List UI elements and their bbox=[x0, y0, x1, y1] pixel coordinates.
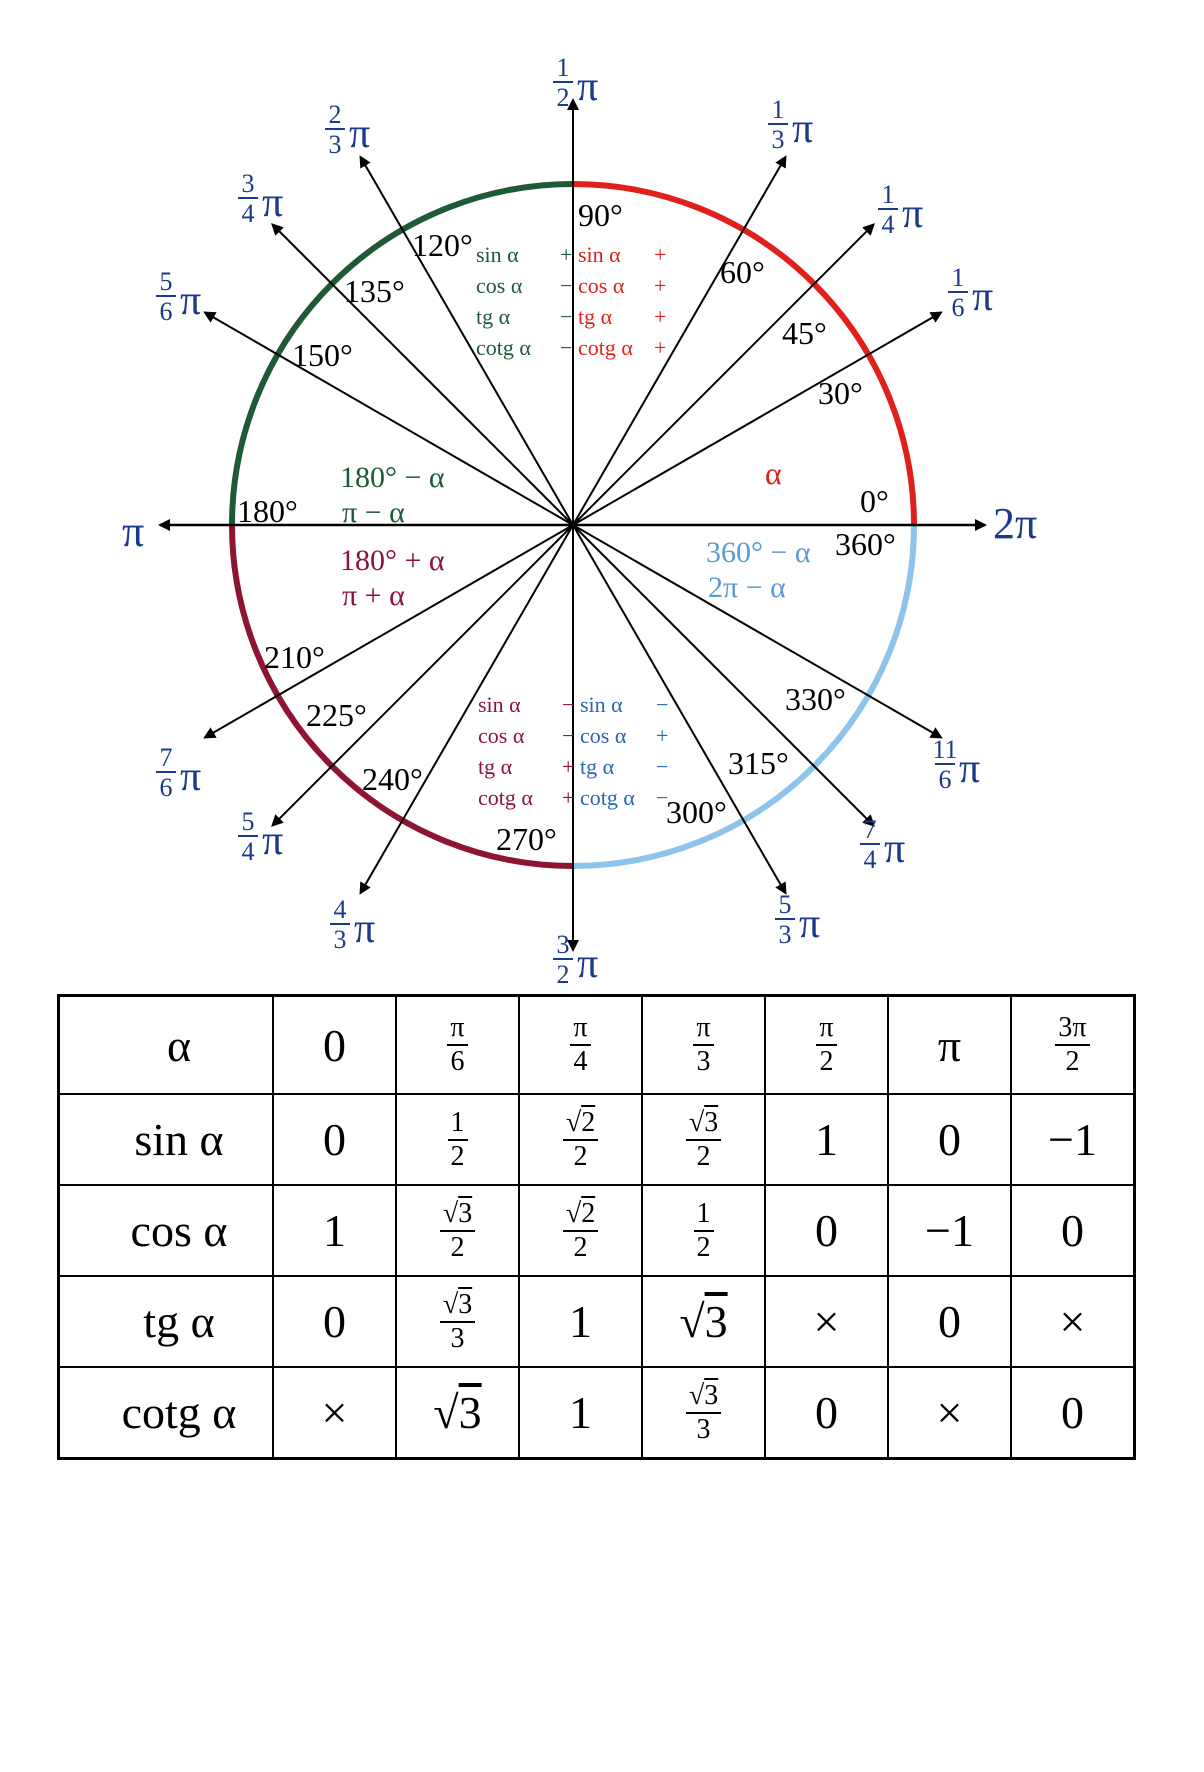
trig-values-table bbox=[57, 994, 1136, 1460]
table-row bbox=[59, 1185, 1135, 1276]
sign-q1-fn-1: cos α bbox=[578, 273, 625, 298]
cell-value: 1 bbox=[569, 1296, 592, 1347]
table-cell bbox=[888, 1185, 1011, 1276]
radian-denominator-300: 3 bbox=[778, 920, 792, 949]
sqrt-radicand: 2 bbox=[581, 1106, 596, 1138]
radian-numerator-60: 1 bbox=[771, 95, 785, 124]
fraction bbox=[686, 1106, 721, 1172]
radian-numerator-45: 1 bbox=[881, 180, 895, 209]
fraction-denominator: 3 bbox=[450, 1322, 465, 1354]
sqrt-sign: √ bbox=[442, 1197, 459, 1229]
sign-q1-fn-3: cotg α bbox=[578, 335, 633, 360]
radian-pi-315: π bbox=[884, 826, 906, 872]
table-header-cell bbox=[765, 996, 888, 1095]
radian-numerator-315: 7 bbox=[863, 815, 877, 844]
sqrt-radicand: 3 bbox=[704, 1296, 728, 1347]
sign-q2-sign-2: − bbox=[560, 304, 573, 329]
degree-label-60: 60° bbox=[720, 254, 765, 290]
sign-q3-fn-3: cotg α bbox=[478, 785, 533, 810]
radian-pi-225: π bbox=[262, 818, 284, 864]
sqrt-radicand: 3 bbox=[458, 1387, 482, 1438]
radian-numerator-270: 3 bbox=[556, 930, 570, 959]
fraction-numerator: 1 bbox=[694, 1200, 714, 1232]
radian-denominator-270: 2 bbox=[556, 960, 570, 989]
quadrant-4-formula-rad: 2π − α bbox=[708, 571, 786, 604]
sign-q2-fn-1: cos α bbox=[476, 273, 523, 298]
radian-pi-30: π bbox=[972, 274, 994, 320]
radian-denominator-30: 6 bbox=[951, 293, 965, 322]
sign-q2-fn-3: cotg α bbox=[476, 335, 531, 360]
table-row bbox=[59, 1094, 1135, 1185]
sign-q3-sign-3: + bbox=[562, 785, 575, 810]
table-cell bbox=[273, 1276, 396, 1367]
table-header-cell bbox=[1011, 996, 1135, 1095]
radian-pi-330: π bbox=[959, 746, 981, 792]
fraction-numerator: 1 bbox=[448, 1109, 468, 1141]
fraction-denominator: 3 bbox=[696, 1413, 711, 1445]
fraction-denominator: 2 bbox=[819, 1046, 834, 1077]
fraction-numerator: 3π bbox=[1055, 1014, 1089, 1046]
sign-q3-fn-0: sin α bbox=[478, 692, 521, 717]
table-row-label: cos α bbox=[59, 1185, 274, 1276]
sqrt-radicand: 3 bbox=[458, 1288, 473, 1320]
table-cell bbox=[642, 1094, 765, 1185]
radian-numerator-120: 2 bbox=[328, 100, 342, 129]
sqrt-radicand: 3 bbox=[704, 1379, 719, 1411]
table-header-cell bbox=[519, 996, 642, 1095]
cell-value: 0 bbox=[323, 1019, 346, 1071]
table-cell bbox=[765, 1367, 888, 1459]
fraction-numerator bbox=[440, 1288, 475, 1323]
table-header-row bbox=[59, 996, 1135, 1095]
table-row-label: sin α bbox=[59, 1094, 274, 1185]
table-row-label: tg α bbox=[59, 1276, 274, 1367]
fraction bbox=[1055, 1014, 1089, 1076]
quadrant-3-formula-rad: π + α bbox=[342, 579, 405, 612]
cell-value: −1 bbox=[925, 1205, 974, 1256]
fraction-numerator bbox=[686, 1379, 721, 1414]
sign-q4-fn-1: cos α bbox=[580, 723, 627, 748]
cell-value: 0 bbox=[938, 1296, 961, 1347]
fraction-denominator: 2 bbox=[696, 1231, 711, 1263]
radian-numerator-135: 3 bbox=[241, 169, 255, 198]
radian-denominator-120: 3 bbox=[328, 130, 342, 159]
fraction-denominator: 4 bbox=[573, 1046, 588, 1077]
table-cell bbox=[1011, 1276, 1135, 1367]
fraction-numerator: π bbox=[816, 1014, 836, 1046]
sign-q4-fn-0: sin α bbox=[580, 692, 623, 717]
radian-denominator-240: 3 bbox=[333, 925, 347, 954]
radian-denominator-150: 6 bbox=[159, 297, 173, 326]
table-cell bbox=[642, 1367, 765, 1459]
cell-value: 0 bbox=[938, 1114, 961, 1165]
degree-label-225: 225° bbox=[306, 697, 367, 733]
table-cell bbox=[765, 1276, 888, 1367]
fraction-numerator bbox=[563, 1106, 598, 1141]
sqrt-sign: √ bbox=[688, 1106, 705, 1138]
table-cell bbox=[519, 1094, 642, 1185]
sign-q4-sign-2: − bbox=[656, 754, 669, 779]
quadrant-3-formula-deg: 180° + α bbox=[340, 544, 445, 577]
sqrt-radicand: 2 bbox=[581, 1197, 596, 1229]
sign-q2-sign-0: + bbox=[560, 242, 573, 267]
sqrt-sign: √ bbox=[442, 1288, 459, 1320]
fraction-denominator: 2 bbox=[573, 1231, 588, 1263]
cell-value: 1 bbox=[569, 1387, 592, 1438]
cell-value: −1 bbox=[1048, 1114, 1097, 1165]
radian-denominator-225: 4 bbox=[241, 837, 255, 866]
radian-pi-45: π bbox=[902, 191, 924, 237]
sign-q1-fn-0: sin α bbox=[578, 242, 621, 267]
radian-pi-270: π bbox=[577, 941, 599, 987]
fraction-denominator: 3 bbox=[696, 1046, 711, 1077]
table-cell bbox=[888, 1367, 1011, 1459]
sqrt-radicand: 3 bbox=[458, 1197, 473, 1229]
table-cell bbox=[765, 1094, 888, 1185]
cell-value: 0 bbox=[1061, 1205, 1084, 1256]
fraction bbox=[440, 1288, 475, 1354]
cell-value: π bbox=[937, 1019, 962, 1071]
fraction bbox=[570, 1014, 590, 1076]
radian-pi-210: π bbox=[180, 754, 202, 800]
degree-label-135: 135° bbox=[344, 273, 405, 309]
sqrt-radicand: 3 bbox=[704, 1106, 719, 1138]
radian-denominator-330: 6 bbox=[938, 765, 952, 794]
axis-label-2pi: 2π bbox=[993, 499, 1038, 548]
cell-value: 0 bbox=[323, 1296, 346, 1347]
radian-pi-135: π bbox=[262, 180, 284, 226]
degree-label-45: 45° bbox=[782, 315, 827, 351]
sign-q2-sign-1: − bbox=[560, 273, 573, 298]
table-header-cell bbox=[273, 996, 396, 1095]
table-cell bbox=[888, 1094, 1011, 1185]
sign-q2-fn-2: tg α bbox=[476, 304, 511, 329]
degree-label-120: 120° bbox=[412, 227, 473, 263]
fraction-denominator: 6 bbox=[450, 1046, 465, 1077]
cell-value: 0 bbox=[815, 1387, 838, 1438]
radian-denominator-60: 3 bbox=[771, 125, 785, 154]
cell-value: 0 bbox=[323, 1114, 346, 1165]
table-row bbox=[59, 1367, 1135, 1459]
quadrant-4-formula-deg: 360° − α bbox=[706, 536, 811, 569]
degree-label-270: 270° bbox=[496, 821, 557, 857]
table-cell bbox=[519, 1367, 642, 1459]
sqrt-value bbox=[679, 1296, 727, 1347]
sign-q3-sign-2: + bbox=[562, 754, 575, 779]
fraction bbox=[448, 1106, 468, 1172]
table-corner-alpha: α bbox=[59, 996, 274, 1095]
table-cell bbox=[273, 1367, 396, 1459]
radian-pi-240: π bbox=[354, 906, 376, 952]
table-cell bbox=[396, 1367, 519, 1459]
fraction-numerator: π bbox=[693, 1014, 713, 1046]
table-row bbox=[59, 1276, 1135, 1367]
radian-numerator-90: 1 bbox=[556, 53, 570, 82]
fraction-denominator: 2 bbox=[1065, 1046, 1080, 1077]
degree-label-180: 180° bbox=[237, 493, 298, 529]
radian-denominator-315: 4 bbox=[863, 845, 877, 874]
radian-pi-90: π bbox=[577, 64, 599, 110]
fraction bbox=[563, 1197, 598, 1263]
degree-label-150: 150° bbox=[292, 337, 353, 373]
cell-value: 1 bbox=[815, 1114, 838, 1165]
table-row-label: cotg α bbox=[59, 1367, 274, 1459]
table-cell bbox=[1011, 1185, 1135, 1276]
sqrt-sign: √ bbox=[688, 1379, 705, 1411]
sign-q2-fn-0: sin α bbox=[476, 242, 519, 267]
quadrant-2-formula-deg: 180° − α bbox=[340, 461, 445, 494]
fraction-denominator: 2 bbox=[573, 1140, 588, 1172]
fraction-numerator: π bbox=[570, 1014, 590, 1046]
quadrant-1-alpha: α bbox=[765, 455, 782, 491]
radian-denominator-45: 4 bbox=[881, 210, 895, 239]
fraction-numerator bbox=[686, 1106, 721, 1141]
sqrt-value bbox=[433, 1387, 481, 1438]
radian-denominator-90: 2 bbox=[556, 83, 570, 112]
radian-pi-150: π bbox=[180, 278, 202, 324]
table-cell bbox=[519, 1185, 642, 1276]
table-cell bbox=[396, 1276, 519, 1367]
sqrt-sign: √ bbox=[679, 1296, 705, 1347]
fraction-denominator: 2 bbox=[696, 1140, 711, 1172]
sign-q1-sign-3: + bbox=[654, 335, 667, 360]
radian-pi-120: π bbox=[349, 111, 371, 157]
radian-numerator-225: 5 bbox=[241, 807, 255, 836]
fraction-numerator: π bbox=[447, 1014, 467, 1046]
table-cell bbox=[1011, 1094, 1135, 1185]
table-header-cell bbox=[642, 996, 765, 1095]
sign-q1-sign-1: + bbox=[654, 273, 667, 298]
table-cell bbox=[519, 1276, 642, 1367]
fraction-numerator bbox=[563, 1197, 598, 1232]
cell-value: × bbox=[813, 1296, 840, 1347]
cell-value: 1 bbox=[323, 1205, 346, 1256]
degree-label-330: 330° bbox=[785, 681, 846, 717]
sign-q3-fn-1: cos α bbox=[478, 723, 525, 748]
cell-value: 0 bbox=[1061, 1387, 1084, 1438]
sign-q4-sign-0: − bbox=[656, 692, 669, 717]
radian-pi-60: π bbox=[792, 106, 814, 152]
sign-q3-sign-0: − bbox=[562, 692, 575, 717]
sign-q1-sign-2: + bbox=[654, 304, 667, 329]
table-header-cell bbox=[888, 996, 1011, 1095]
fraction-numerator bbox=[440, 1197, 475, 1232]
axis-label-pi: π bbox=[122, 507, 145, 556]
table-cell bbox=[273, 1094, 396, 1185]
degree-label-300: 300° bbox=[666, 794, 727, 830]
sign-q4-sign-3: − bbox=[656, 785, 669, 810]
sign-q4-fn-3: cotg α bbox=[580, 785, 635, 810]
radian-numerator-210: 7 bbox=[159, 743, 173, 772]
fraction bbox=[447, 1014, 467, 1076]
sign-q3-sign-1: − bbox=[562, 723, 575, 748]
table-cell bbox=[642, 1185, 765, 1276]
cell-value: × bbox=[321, 1387, 348, 1438]
radian-numerator-330: 11 bbox=[932, 735, 958, 764]
quadrant-2-formula-rad: π − α bbox=[342, 496, 405, 529]
fraction bbox=[694, 1197, 714, 1263]
degree-label-30: 30° bbox=[818, 375, 863, 411]
cell-value: × bbox=[1059, 1296, 1086, 1347]
degree-label-210: 210° bbox=[264, 639, 325, 675]
sign-q1-sign-0: + bbox=[654, 242, 667, 267]
degree-label-90: 90° bbox=[578, 197, 623, 233]
fraction bbox=[693, 1014, 713, 1076]
fraction-denominator: 2 bbox=[450, 1231, 465, 1263]
radian-numerator-150: 5 bbox=[159, 267, 173, 296]
sign-q3-fn-2: tg α bbox=[478, 754, 513, 779]
fraction bbox=[440, 1197, 475, 1263]
fraction bbox=[563, 1106, 598, 1172]
table-cell bbox=[765, 1185, 888, 1276]
fraction bbox=[816, 1014, 836, 1076]
cell-value: 0 bbox=[815, 1205, 838, 1256]
table-cell bbox=[396, 1094, 519, 1185]
fraction bbox=[686, 1379, 721, 1445]
cell-value: × bbox=[936, 1387, 963, 1438]
table-header-cell bbox=[396, 996, 519, 1095]
sqrt-sign: √ bbox=[565, 1197, 582, 1229]
sqrt-sign: √ bbox=[565, 1106, 582, 1138]
degree-label-360: 360° bbox=[835, 526, 896, 562]
degree-label-0: 0° bbox=[860, 483, 889, 519]
fraction-denominator: 2 bbox=[450, 1140, 465, 1172]
radian-numerator-30: 1 bbox=[951, 263, 965, 292]
sign-q4-sign-1: + bbox=[656, 723, 669, 748]
radian-denominator-210: 6 bbox=[159, 773, 173, 802]
radian-numerator-300: 5 bbox=[778, 890, 792, 919]
radian-denominator-135: 4 bbox=[241, 199, 255, 228]
table-cell bbox=[1011, 1367, 1135, 1459]
sign-q1-fn-2: tg α bbox=[578, 304, 613, 329]
table-cell bbox=[642, 1276, 765, 1367]
radian-numerator-240: 4 bbox=[333, 895, 347, 924]
radian-pi-300: π bbox=[799, 901, 821, 947]
degree-label-240: 240° bbox=[362, 761, 423, 797]
table-cell bbox=[888, 1276, 1011, 1367]
sign-q4-fn-2: tg α bbox=[580, 754, 615, 779]
degree-label-315: 315° bbox=[728, 745, 789, 781]
sign-q2-sign-3: − bbox=[560, 335, 573, 360]
table-cell bbox=[396, 1185, 519, 1276]
sqrt-sign: √ bbox=[433, 1387, 459, 1438]
table-cell bbox=[273, 1185, 396, 1276]
